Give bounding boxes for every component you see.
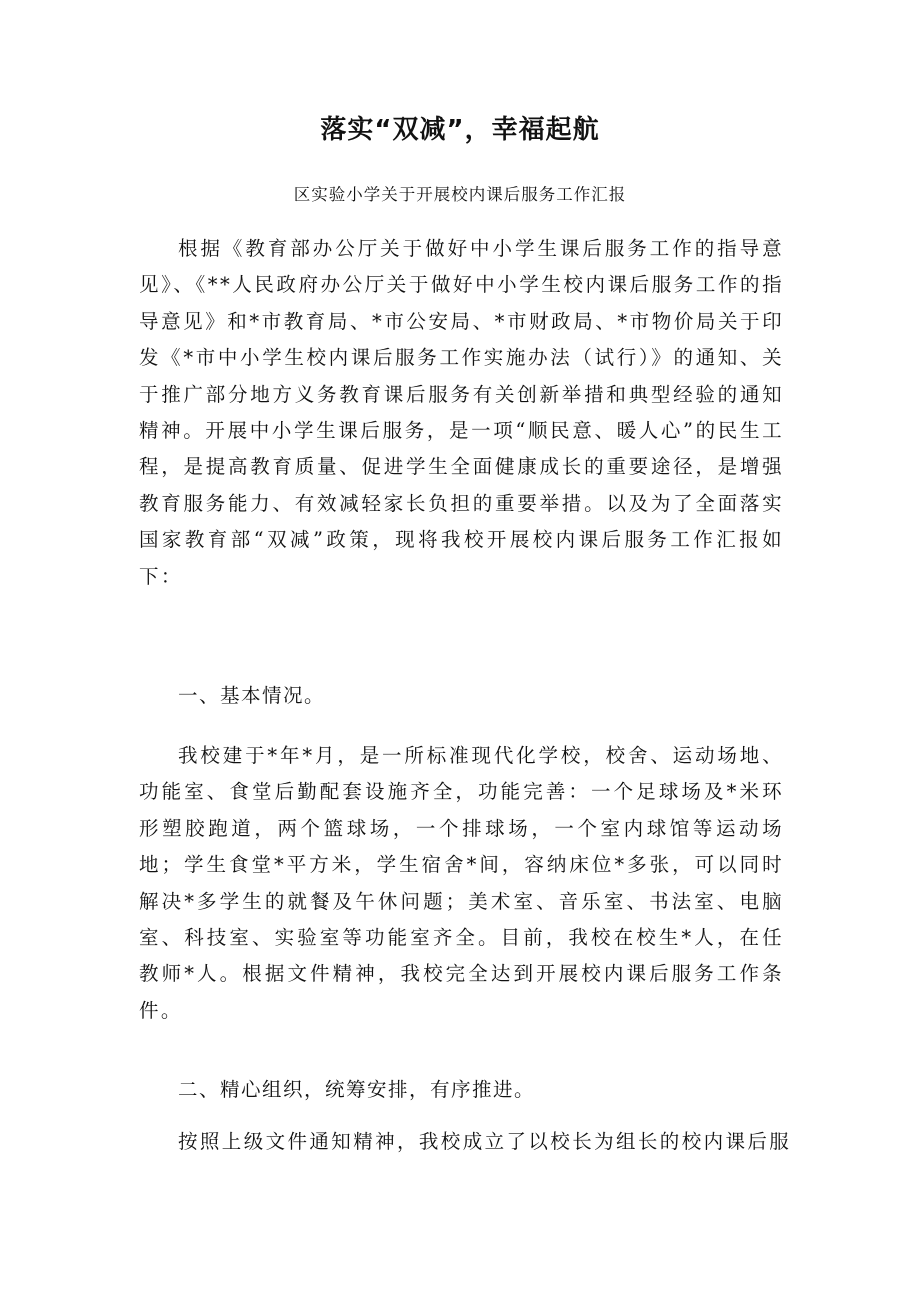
section-heading-basic-info: 一、基本情况。 (178, 684, 326, 707)
organization-paragraph: 按照上级文件通知精神，我校成立了以校长为组长的校内课后服 (178, 1130, 792, 1153)
document-title: 落实“双减”，幸福起航 (320, 115, 600, 145)
basic-info-paragraph: 我校建于*年*月，是一所标准现代化学校，校舍、运动场地、功能室、食堂后勤配套设施齐全，功能完善：一个足球场及*米环形塑胶跑道，两个篮球场，一个排球场，一个室内球馆等运动场地；学生食堂*平方米，学生宿舍*间，容纳床位*多张，可以同时解决*多学生的就餐及午休问题；美术室、音乐室、书法室、电脑室、科技室、实验室等功能室齐全。目前，我校在校生*人，在任教师*人。根据文件精神，我校完全达到开展校内课后服务工作条件。 (139, 744, 784, 1022)
document-subtitle: 区实验小学关于开展校内课后服务工作汇报 (293, 185, 627, 204)
section-heading-organization: 二、精心组织，统筹安排，有序推进。 (178, 1078, 536, 1101)
intro-paragraph: 根据《教育部办公厅关于做好中小学生课后服务工作的指导意见》、《**人民政府办公厅关于做好中小学生校内课后服务工作的指导意见》和*市教育局、*市公安局、*市财政局、*市物价局关于印发《*市中小学生校内课后服务工作实施办法（试行）》的通知、关于推广部分地方义务教育课后服务有关创新举措和典型经验的通知精神。开展中小学生课后服务，是一项“顺民意、暖人心”的民生工程，是提高教育质量、促进学生全面健康成长的重要途径，是增强教育服务能力、有效减轻家长负担的重要举措。以及为了全面落实国家教育部“双减”政策，现将我校开展校内课后服务工作汇报如下： (139, 237, 784, 588)
